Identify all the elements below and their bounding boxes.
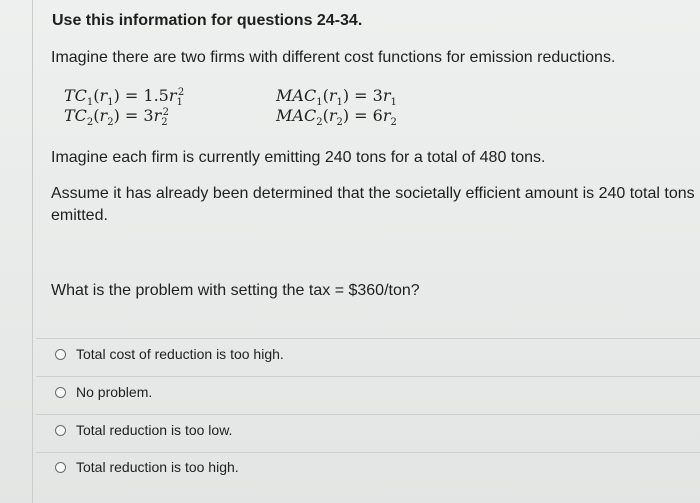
- emitting-text: Imagine each firm is currently emitting 240 tons for a total of 480 tons.: [51, 149, 546, 166]
- question-group-heading: Use this information for questions 24-34.: [52, 12, 363, 29]
- intro-text: Imagine there are two firms with different cost functions for emission reductions.: [51, 49, 616, 66]
- equation-tc2: $TC_2(r_2) = 3r_2^2$: [64, 106, 169, 129]
- answer-option-label: No problem.: [76, 384, 153, 400]
- divider: [36, 376, 700, 377]
- radio-button[interactable]: [55, 425, 66, 436]
- assume-text-line2: emitted.: [51, 207, 108, 224]
- assume-text-line1: Assume it has already been determined that the societally efficient amount is 240 total tons: [51, 185, 695, 202]
- divider: [36, 452, 700, 453]
- divider: [36, 414, 700, 415]
- answer-option-4[interactable]: [55, 457, 239, 477]
- answer-option-label: Total reduction is too high.: [76, 459, 239, 475]
- question-prompt: What is the problem with setting the tax = $360/ton?: [51, 282, 420, 299]
- answer-option-2[interactable]: [55, 382, 152, 402]
- radio-button[interactable]: [55, 349, 66, 360]
- answer-option-1[interactable]: [55, 344, 284, 364]
- answer-option-3[interactable]: [55, 420, 232, 440]
- radio-button[interactable]: [55, 387, 66, 398]
- answer-option-label: Total cost of reduction is too high.: [76, 346, 284, 362]
- equation-tc1: $TC_1(r_1) = 1.5r_1^2$: [64, 86, 185, 109]
- divider: [36, 338, 700, 339]
- answer-option-label: Total reduction is too low.: [76, 422, 233, 438]
- equation-mac2: $MAC_2(r_2) = 6r_2$: [276, 106, 397, 129]
- radio-button[interactable]: [55, 462, 66, 473]
- equation-mac1: $MAC_1(r_1) = 3r_1$: [276, 86, 397, 109]
- left-border: [32, 0, 33, 503]
